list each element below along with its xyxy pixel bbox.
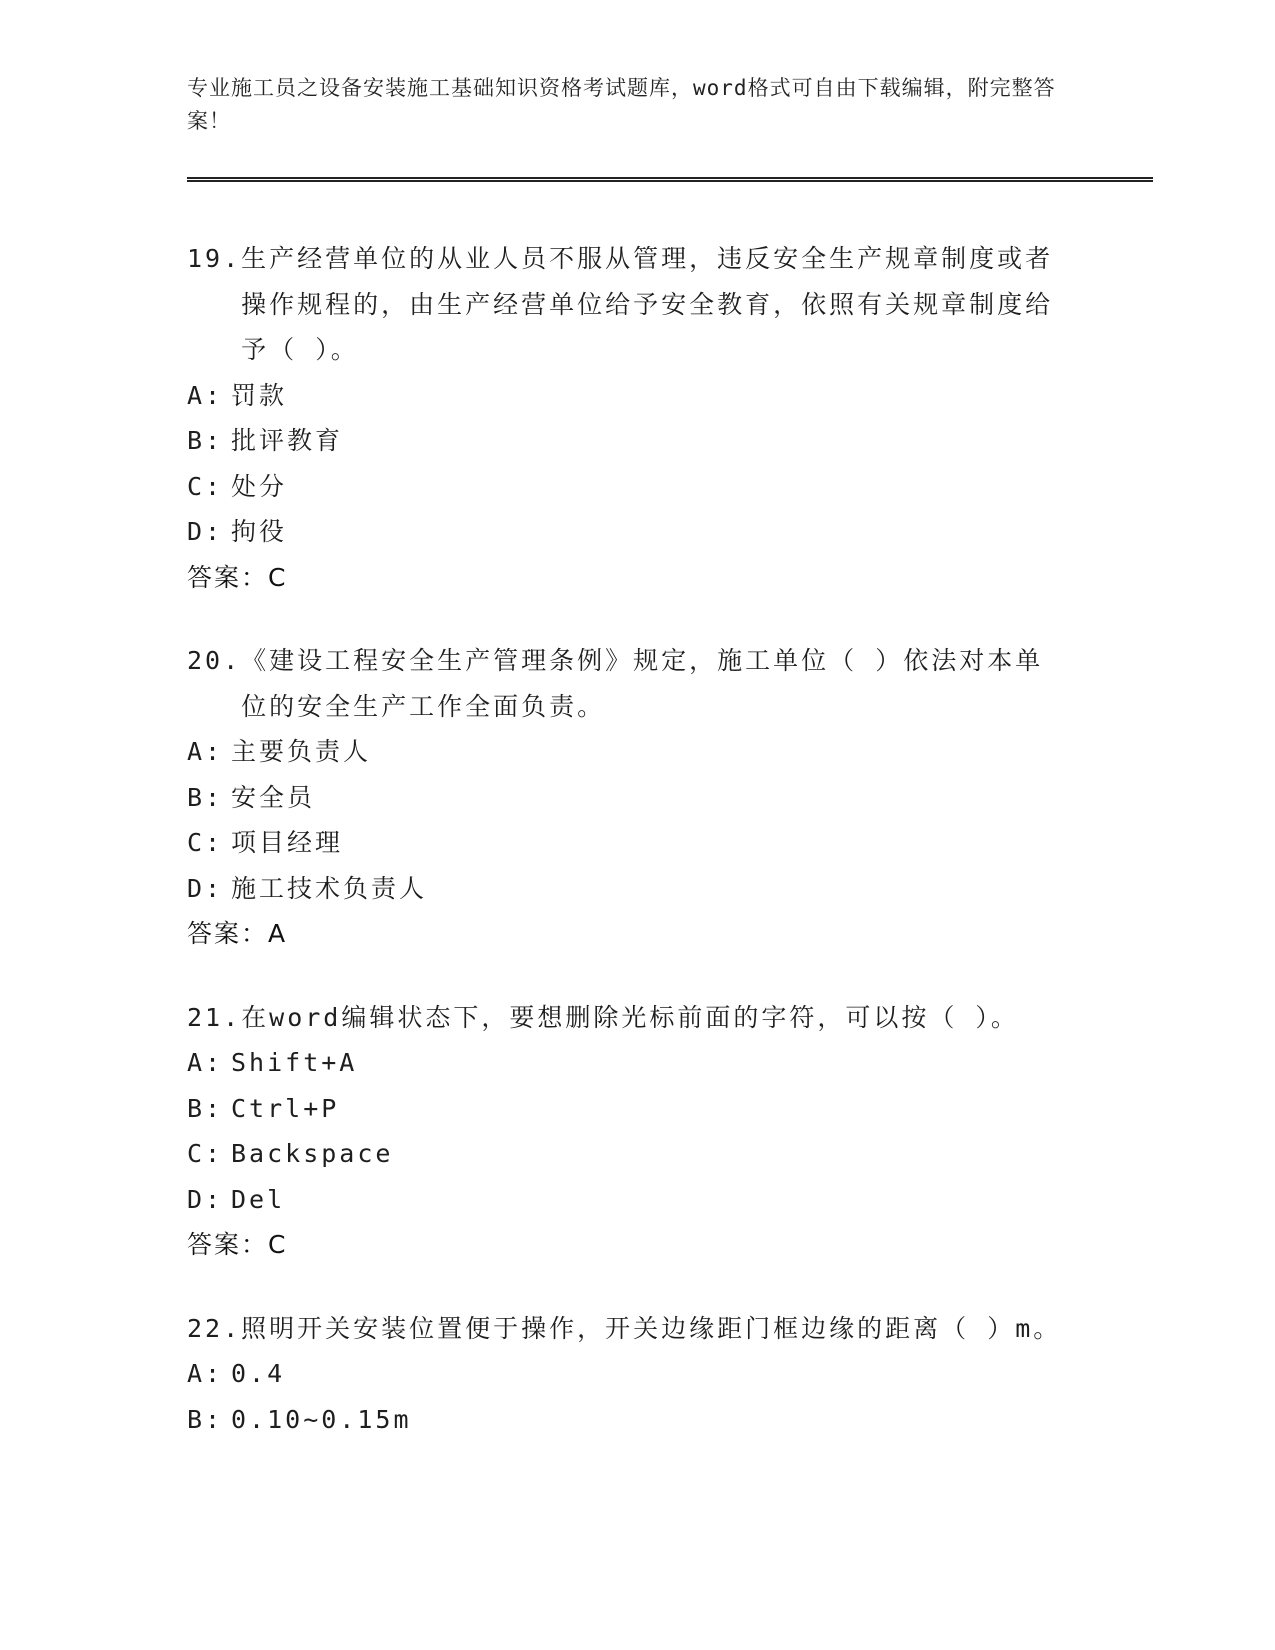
answer-line: 答案：A (187, 919, 288, 948)
question-19 (187, 236, 1067, 600)
option-text: 罚款 (231, 380, 288, 410)
answer-line: 答案：C (187, 562, 288, 592)
option-text: Shift+A (231, 1048, 358, 1077)
option-letter: D: (187, 1184, 224, 1214)
option-c (187, 820, 1067, 866)
question-stem (187, 1306, 1067, 1352)
option-letter: A: (187, 737, 224, 766)
question-text: 生产经营单位的从业人员不服从管理，违反安全生产规章制度或者操作规程的，由生产经营单位给予安全教育，依照有关规章制度给予（ ）。 (241, 244, 1054, 364)
option-letter: A: (187, 380, 224, 410)
option-a (187, 729, 1067, 775)
option-text: 0.10~0.15m (231, 1404, 412, 1434)
header-divider (187, 177, 1153, 182)
option-letter: B: (187, 1093, 224, 1123)
option-a (187, 373, 1067, 419)
question-22 (187, 1306, 1067, 1443)
option-b (187, 418, 1067, 464)
question-text: 《建设工程安全生产管理条例》规定，施工单位（ ）依法对本单位的安全生产工作全面负责。 (241, 646, 1044, 721)
option-d (187, 1177, 1067, 1223)
question-20 (187, 638, 1067, 957)
option-text: Ctrl+P (231, 1093, 340, 1123)
question-number: 19. (187, 244, 242, 273)
question-stem (187, 236, 1067, 373)
option-letter: B: (187, 1404, 224, 1434)
option-text: 0.4 (231, 1359, 286, 1388)
option-b (187, 775, 1067, 821)
option-b (187, 1397, 1067, 1443)
option-letter: C: (187, 828, 224, 857)
option-c (187, 464, 1067, 510)
option-c (187, 1131, 1067, 1177)
option-text: 批评教育 (231, 426, 344, 455)
option-letter: A: (187, 1048, 224, 1077)
option-a (187, 1351, 1067, 1397)
question-number: 22. (187, 1313, 242, 1343)
option-text: Del (231, 1184, 286, 1214)
answer-line: 答案：C (187, 1230, 288, 1259)
option-d (187, 866, 1067, 912)
option-letter: B: (187, 426, 224, 455)
option-letter: C: (187, 1139, 224, 1168)
option-letter: C: (187, 471, 224, 501)
question-list (187, 236, 1067, 1480)
question-stem (187, 995, 1067, 1041)
option-text: 项目经理 (231, 828, 344, 857)
option-text: 拘役 (231, 517, 288, 546)
option-text: 主要负责人 (231, 737, 372, 766)
question-number: 20. (187, 646, 242, 675)
option-a (187, 1040, 1067, 1086)
option-text: Backspace (231, 1139, 394, 1168)
option-letter: D: (187, 517, 224, 546)
question-number: 21. (187, 1002, 242, 1032)
option-text: 安全员 (231, 782, 316, 812)
option-letter: D: (187, 873, 224, 903)
option-b (187, 1086, 1067, 1132)
option-d (187, 509, 1067, 555)
option-text: 施工技术负责人 (231, 873, 428, 903)
document-header: 专业施工员之设备安装施工基础知识资格考试题库，word格式可自由下载编辑，附完整答案！ (187, 76, 1056, 133)
option-letter: B: (187, 782, 224, 812)
question-stem (187, 638, 1067, 729)
option-text: 处分 (231, 471, 288, 501)
option-letter: A: (187, 1359, 224, 1388)
question-text: 照明开关安装位置便于操作，开关边缘距门框边缘的距离（ ）m。 (241, 1313, 1062, 1343)
question-text: 在word编辑状态下，要想删除光标前面的字符，可以按（ ）。 (241, 1002, 1019, 1032)
question-21 (187, 995, 1067, 1268)
